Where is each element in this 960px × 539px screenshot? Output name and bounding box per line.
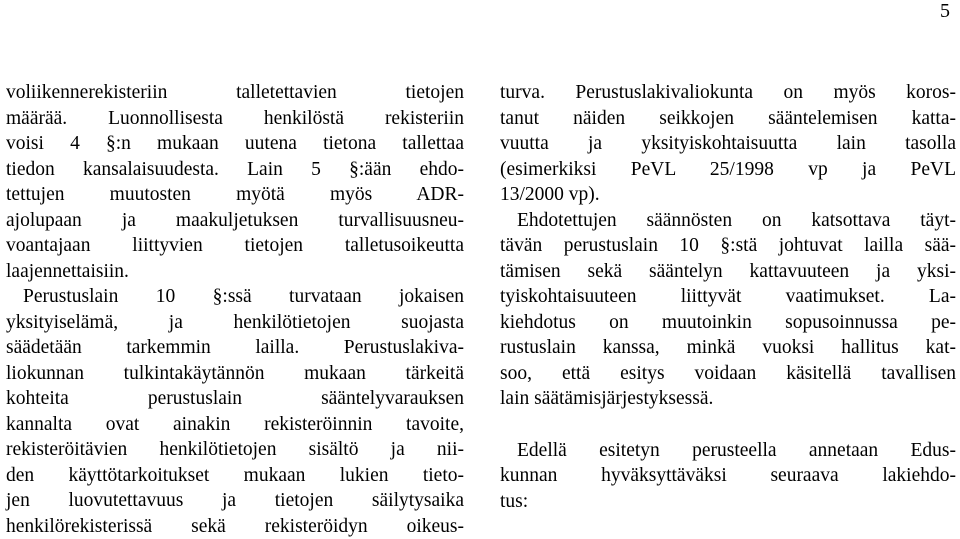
text-line: tettujen muutosten myötä myös ADR- [6,182,464,208]
right-column [500,80,956,514]
text-line: yksityiselämä, ja henkilötietojen suojasta [6,310,464,336]
text-line: kunnan hyväksyttäväksi seuraava lakiehdo- [500,463,956,489]
text-line: jen luovutettavuus ja tietojen säilytysaika [6,488,464,514]
paragraph [6,80,464,284]
text-line: tämisen sekä sääntelyn kattavuuteen ja yksi- [500,259,956,285]
text-line: säädetään tarkemmin lailla. Perustuslakiva- [6,335,464,361]
text-line: lain säätämisjärjestyksessä. [500,386,956,412]
text-line: Ehdotettujen säännösten on katsottava täyt- [500,208,956,234]
text-line: kiehdotus on muutoinkin sopusoinnussa pe- [500,310,956,336]
text-line: ajolupaan ja maakuljetuksen turvallisuusneu- [6,208,464,234]
paragraph [500,208,956,412]
text-line: tanut näiden seikkojen sääntelemisen katta- [500,106,956,132]
text-line: 13/2000 vp). [500,182,956,208]
left-column [6,80,464,539]
text-line: soo, että esitys voidaan käsitellä tavallisen [500,361,956,387]
text-line: laajennettaisiin. [6,259,464,285]
text-line: tyiskohtaisuuteen liittyvät vaatimukset. La- [500,284,956,310]
paragraph-gap [500,412,956,438]
text-line: rekisteröitävien henkilötietojen sisältö ja nii- [6,437,464,463]
text-line: voantajaan liittyvien tietojen talletusoikeutta [6,233,464,259]
text-line: tus: [500,489,956,515]
text-line: voliikennerekisteriin talletettavien tietojen [6,80,464,106]
text-line: kohteita perustuslain sääntelyvarauksen [6,386,464,412]
text-line: den käyttötarkoitukset mukaan lukien tieto- [6,463,464,489]
text-line: kannalta ovat ainakin rekisteröinnin tavoite, [6,412,464,438]
text-line: vuutta ja yksityiskohtaisuutta lain tasolla [500,131,956,157]
text-line: määrää. Luonnollisesta henkilöstä rekisteriin [6,106,464,132]
text-line: turva. Perustuslakivaliokunta on myös koros- [500,80,956,106]
text-line: (esimerkiksi PeVL 25/1998 vp ja PeVL [500,157,956,183]
text-line: henkilörekisterissä sekä rekisteröidyn oikeus- [6,514,464,539]
text-line: voisi 4 §:n mukaan uutena tietona tallettaa [6,131,464,157]
text-line: Edellä esitetyn perusteella annetaan Edus- [500,438,956,464]
text-line: liokunnan tulkintakäytännön mukaan tärkeitä [6,361,464,387]
text-line: rustuslain kanssa, minkä vuoksi hallitus kat- [500,335,956,361]
page-number: 5 [940,0,950,22]
paragraph [500,80,956,208]
paragraph [6,284,464,539]
paragraph [500,438,956,515]
text-line: tävän perustuslain 10 §:stä johtuvat lailla sää- [500,233,956,259]
text-line: tiedon kansalaisuudesta. Lain 5 §:ään ehdo- [6,157,464,183]
text-line: Perustuslain 10 §:ssä turvataan jokaisen [6,284,464,310]
